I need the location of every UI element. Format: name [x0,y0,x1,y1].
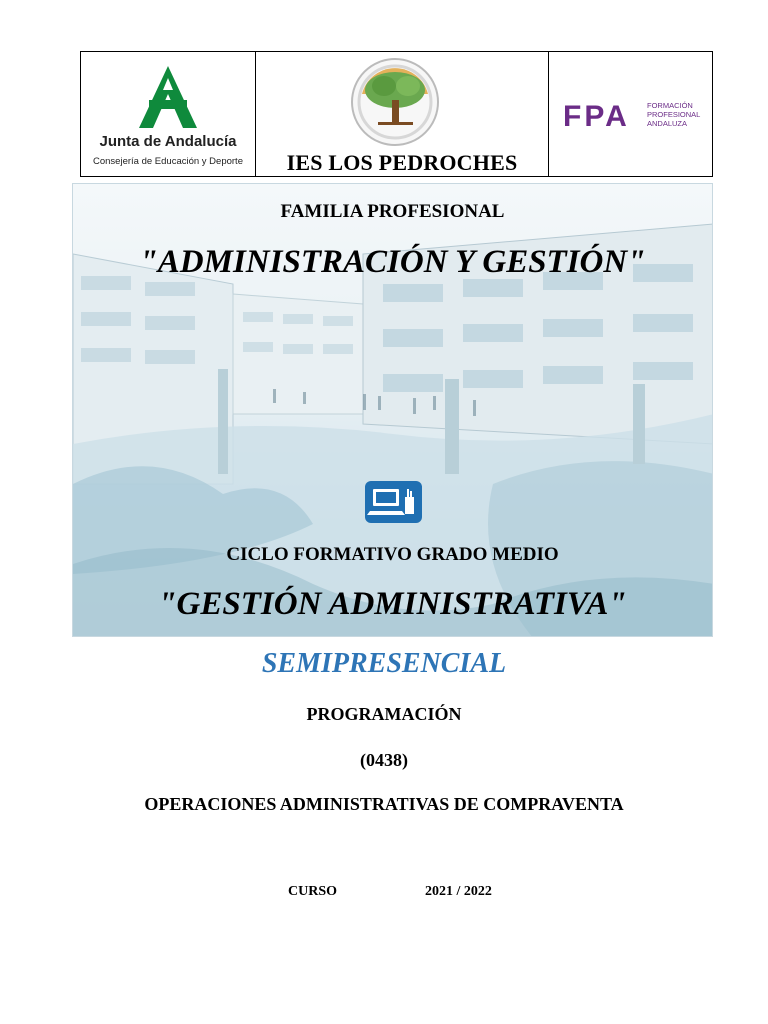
junta-department: Consejería de Educación y Deporte [93,156,243,167]
familia-name: "ADMINISTRACIÓN Y GESTIÓN" [139,244,646,280]
familia-label: FAMILIA PROFESIONAL [280,201,505,222]
fpa-subtitle [647,101,700,128]
module-code: (0438) [360,750,408,770]
cover-banner [72,183,713,637]
school-name: IES LOS PEDROCHES [286,150,518,175]
school-cell [256,52,549,176]
tree-emblem-icon [348,56,443,151]
course-label: CURSO [288,884,338,899]
ciclo-name: "GESTIÓN ADMINISTRATIVA" [158,586,627,622]
junta-andalucia-logo [131,64,206,128]
header-table [80,51,713,177]
laptop-icon [365,481,422,523]
modality-title: SEMIPRESENCIAL [261,648,507,679]
fpa-line-3: ANDALUZA [647,119,688,128]
fpa-logo: FPA [563,100,630,133]
ciclo-label: CICLO FORMATIVO GRADO MEDIO [226,544,559,565]
fpa-cell [549,52,712,176]
junta-name: Junta de Andalucía [99,133,237,150]
course-year: 2021 / 2022 [425,884,492,899]
fpa-line-2: PROFESIONAL [647,110,701,119]
junta-cell [81,52,256,176]
module-name: OPERACIONES ADMINISTRATIVAS DE COMPRAVENTA [144,794,624,814]
fpa-line-1: FORMACIÓN [647,101,693,110]
document-type: PROGRAMACIÓN [306,704,462,724]
